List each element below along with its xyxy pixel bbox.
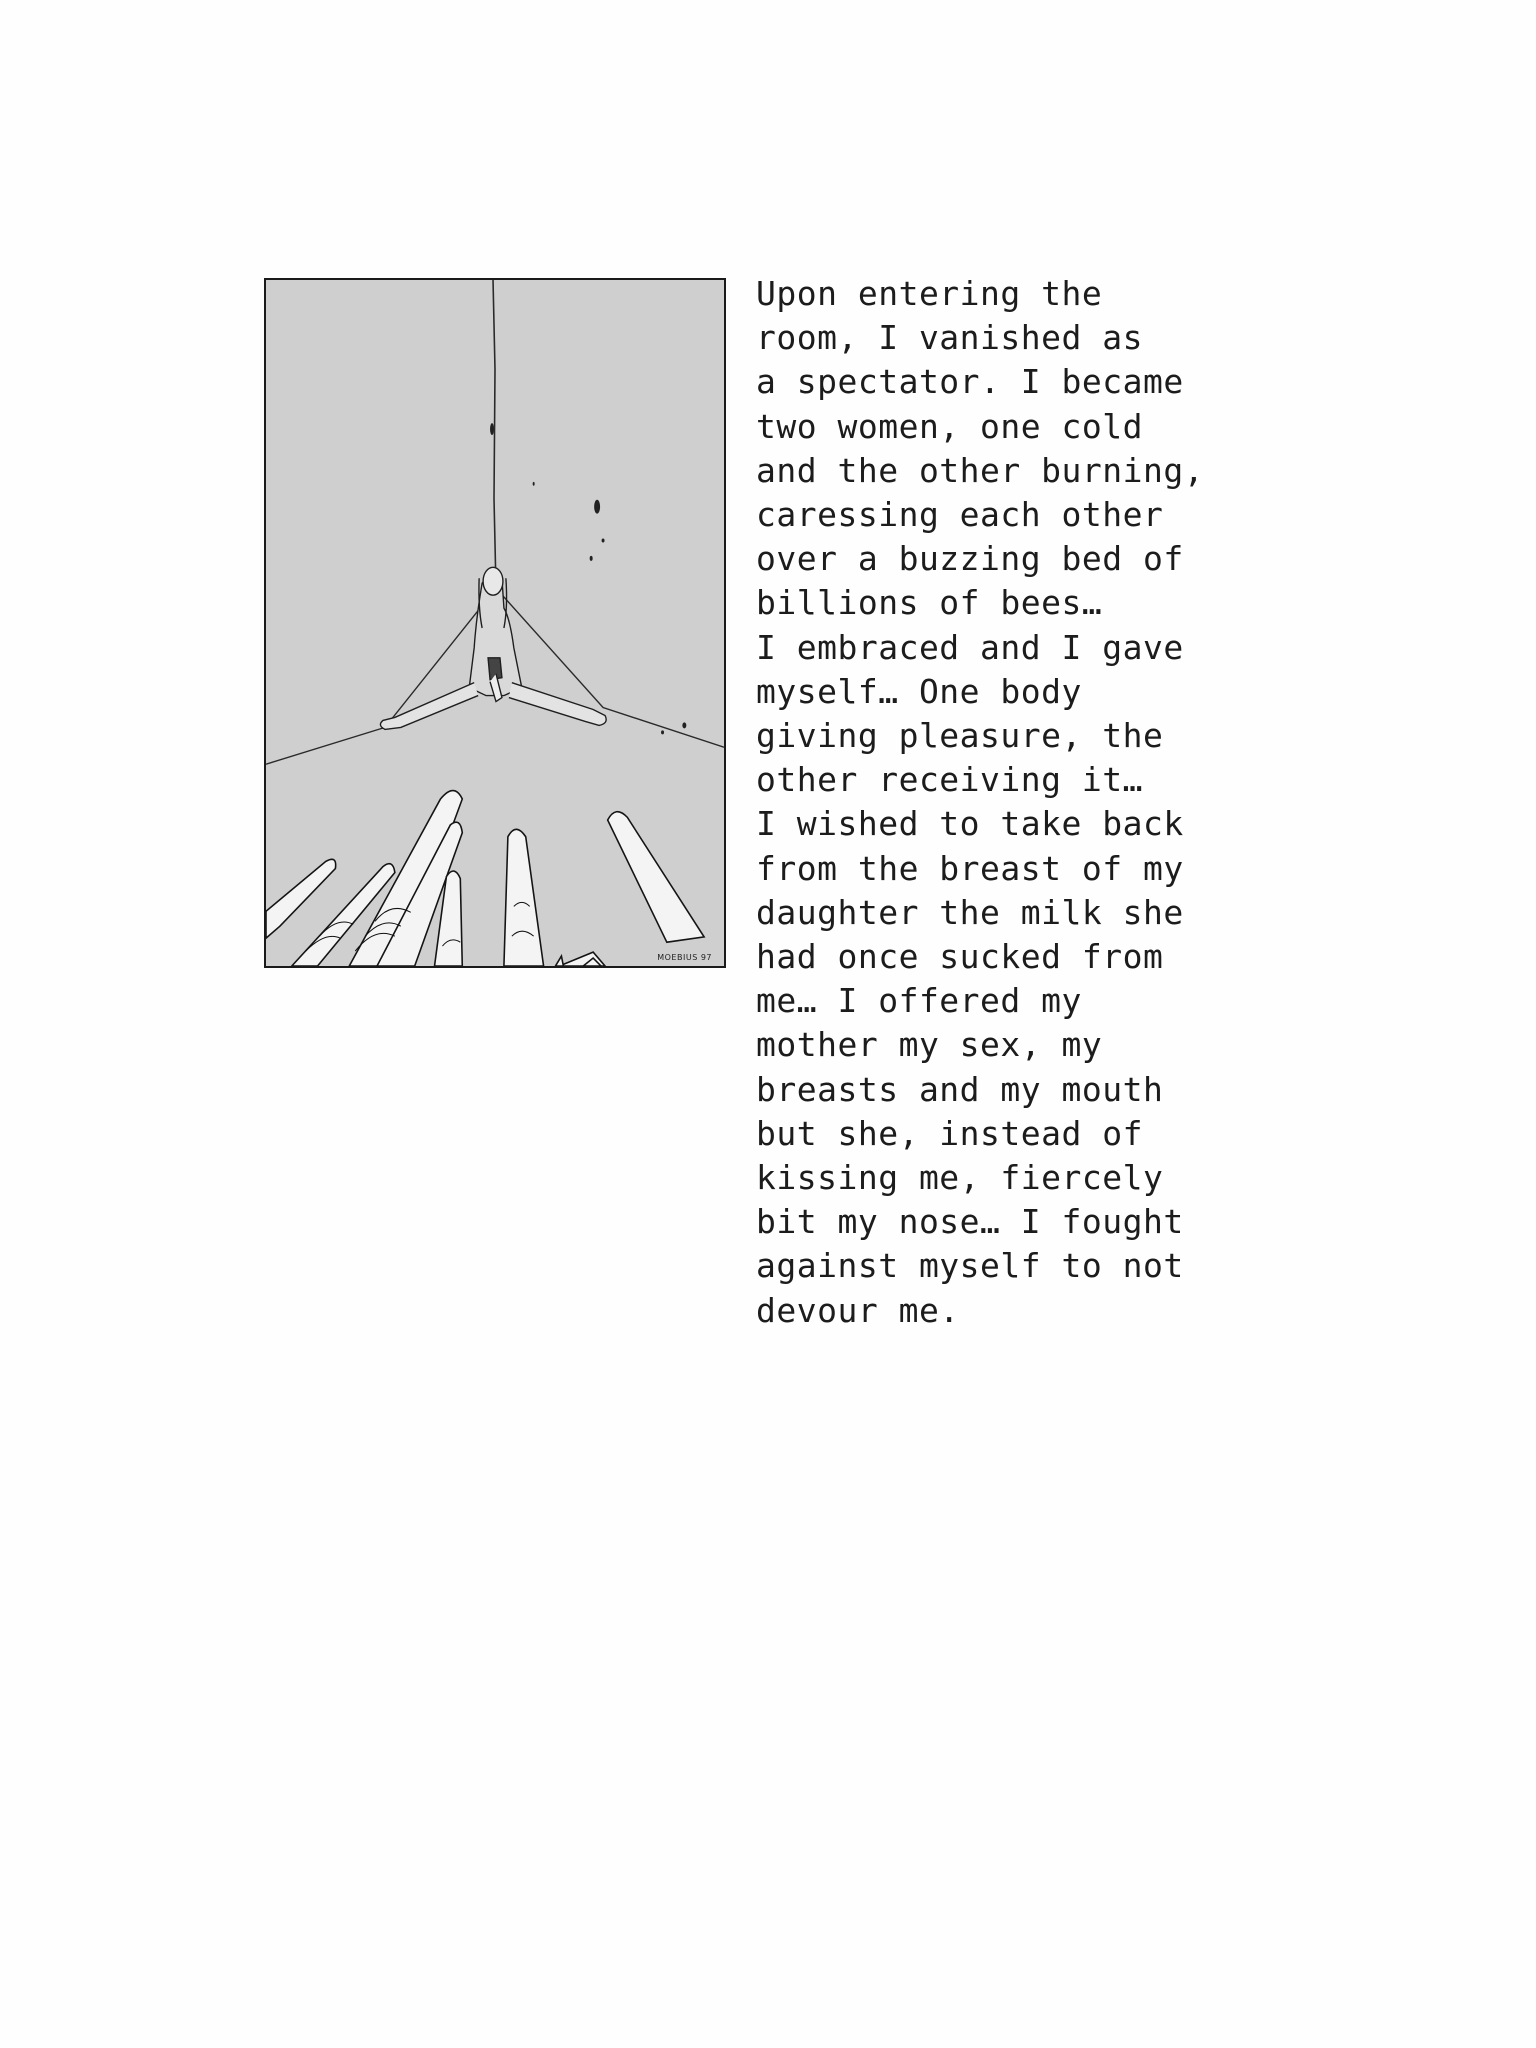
narration-line: over a buzzing bed of: [756, 539, 1184, 579]
narration-line: billions of bees…: [756, 583, 1103, 623]
narration-line: myself… One body: [756, 671, 1082, 711]
narration-line: against myself to not: [756, 1246, 1184, 1286]
narration-line: Upon entering the: [756, 274, 1103, 313]
narration-line: daughter the milk she: [756, 892, 1184, 932]
narration-line: room, I vanished as: [756, 318, 1143, 358]
narration-line: had once sucked from: [756, 937, 1164, 977]
narration-line: me… I offered my: [756, 981, 1082, 1021]
narration-line: but she, instead of: [756, 1113, 1143, 1153]
narration-line: other receiving it…: [756, 760, 1143, 800]
narration-line: bit my nose… I fought: [756, 1202, 1184, 1242]
narration-line: mother my sex, my: [756, 1025, 1103, 1065]
narration-line: from the breast of my: [756, 848, 1184, 888]
narration-line: I wished to take back: [756, 804, 1184, 844]
narration-line: devour me.: [756, 1290, 960, 1330]
narration-text: [756, 272, 1316, 1333]
narration-line: giving pleasure, the: [756, 716, 1164, 756]
narration-line: breasts and my mouth: [756, 1069, 1164, 1109]
illustration-panel: [264, 278, 726, 968]
narration-line: a spectator. I became: [756, 362, 1184, 402]
narration-line: caressing each other: [756, 495, 1164, 535]
narration-line: kissing me, fiercely: [756, 1158, 1164, 1198]
narration-line: and the other burning,: [756, 450, 1205, 490]
narration-line: two women, one cold: [756, 406, 1143, 446]
artist-signature: MOEBIUS 97: [657, 953, 712, 962]
narration-line: I embraced and I gave: [756, 627, 1184, 667]
room-illustration: [266, 280, 724, 966]
